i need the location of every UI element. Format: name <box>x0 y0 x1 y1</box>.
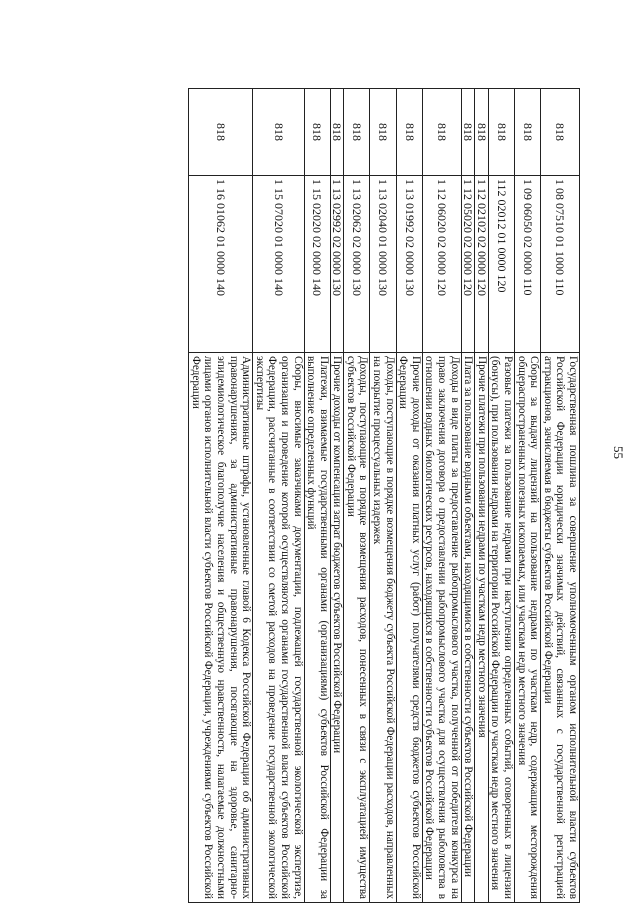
budget-code-cell: 1 12 02102 02 0000 120 <box>475 176 489 353</box>
table-row <box>422 89 461 903</box>
table-body <box>189 89 580 903</box>
budget-code-cell: 1 12 05020 02 0000 120 <box>461 176 475 353</box>
table-row <box>541 89 580 903</box>
income-name-cell: Плата за пользование водными объектами, находящимися в собственности субъектов Российской Федерации <box>461 353 475 903</box>
income-name-cell: Доходы, поступающие в порядке возмещения расходов, понесенных в связи с эксплуатацией имущества субъектов Российской Федерации <box>344 353 370 903</box>
table-row <box>475 89 489 903</box>
budget-code-cell: 1 13 02992 02 0000 130 <box>330 176 344 353</box>
budget-code-cell: 1 15 07020 01 0000 140 <box>253 176 304 353</box>
admin-code-cell: 818 <box>304 89 330 176</box>
budget-code-cell: 1 12 06020 02 0000 120 <box>422 176 461 353</box>
table-row <box>189 89 253 903</box>
budget-code-cell: 1 13 01992 02 0000 130 <box>396 176 422 353</box>
admin-code-cell: 818 <box>344 89 370 176</box>
income-name-cell: Прочие доходы от оказания платных услуг (работ) получателями средств бюджетов субъектов Российской Федерации <box>396 353 422 903</box>
income-name-cell: Доходы, поступающие в порядке возмещения бюджету субъекта Российской Федерации расходов, направленных на покрытие процессуальных издержек <box>370 353 396 903</box>
income-name-cell: Сборы, вносимые заказчиками документации, подлежащей государственной экологической экспертизе, организация и проведение которой осуществляются органами государственной власти субъектов Российской Федерации, рассчитанные в соответствии со сметой расходов на проведение государственной экологической экспертизы <box>253 353 304 903</box>
budget-code-cell: 112 02012 01 0000 120 <box>488 176 514 353</box>
admin-code-cell: 818 <box>189 89 253 176</box>
admin-code-cell: 818 <box>422 89 461 176</box>
table-row <box>396 89 422 903</box>
budget-code-cell: 1 13 02062 02 0000 130 <box>344 176 370 353</box>
income-name-cell: Доходы в виде платы за предоставление рыбопромыслового участка, полученной от победителя конкурса на право заключения договора о предоставлении рыбопромыслового участка для осуществления рыболовства в отношении водных биологических ресурсов, находящихся в собственности субъектов Российской Федерации <box>422 353 461 903</box>
budget-code-cell: 1 09 06050 02 0000 110 <box>515 176 541 353</box>
income-name-cell: Разовые платежи за пользование недрами при наступлении определенных событий, оговоренных в лицензии (бонусы), при пользовании недрами на территории Российской Федерации по участкам недр местного значения <box>488 353 514 903</box>
admin-code-cell: 818 <box>475 89 489 176</box>
income-name-cell: Прочие платежи при пользовании недрами по участкам недр местного значения <box>475 353 489 903</box>
budget-code-cell: 1 08 07510 01 1000 110 <box>541 176 580 353</box>
budget-code-cell: 1 15 02020 02 0000 140 <box>304 176 330 353</box>
admin-code-cell: 818 <box>461 89 475 176</box>
budget-code-cell: 1 16 01062 01 0000 140 <box>189 176 253 353</box>
table-row <box>370 89 396 903</box>
admin-code-cell: 818 <box>396 89 422 176</box>
income-name-cell: Административные штрафы, установленные главой 6 Кодекса Российской Федерации об административных правонарушениях, за административные правонарушения, посягающие на здоровье, санитарно-эпидемиологическое благополучие населения и общественную нравственность, налагаемые должностными лицами органов исполнительной власти субъектов Российской Федерации, учреждениями субъектов Российской Федерации <box>189 353 253 903</box>
admin-code-cell: 818 <box>541 89 580 176</box>
budget-code-cell: 1 13 02040 01 0000 130 <box>370 176 396 353</box>
table-row <box>253 89 304 903</box>
table-row <box>461 89 475 903</box>
admin-code-cell: 818 <box>488 89 514 176</box>
income-name-cell: Сборы за выдачу лицензий на пользование недрами по участкам недр, содержащим месторождения общераспространенных полезных ископаемых, или участкам недр местного значения <box>515 353 541 903</box>
table-row <box>330 89 344 903</box>
income-name-cell: Прочие доходы от компенсации затрат бюджетов субъектов Российской Федерации <box>330 353 344 903</box>
table-row <box>515 89 541 903</box>
admin-code-cell: 818 <box>253 89 304 176</box>
admin-code-cell: 818 <box>515 89 541 176</box>
income-name-cell: Платежи, взимаемые государственными органами (организациями) субъектов Российской Федерации за выполнение определенных функций <box>304 353 330 903</box>
income-name-cell: Государственная пошлина за совершение уполномоченным органом исполнительной власти субъектов Российской Федерации юридически значимых действий, связанных с государственной регистрацией аттракционов, зачисляемая в бюджеты субъектов Российской Федерации <box>541 353 580 903</box>
table-row <box>488 89 514 903</box>
page-number: 55 <box>611 446 626 459</box>
table-row <box>344 89 370 903</box>
table-row <box>304 89 330 903</box>
income-codes-table <box>188 88 580 903</box>
admin-code-cell: 818 <box>330 89 344 176</box>
admin-code-cell: 818 <box>370 89 396 176</box>
